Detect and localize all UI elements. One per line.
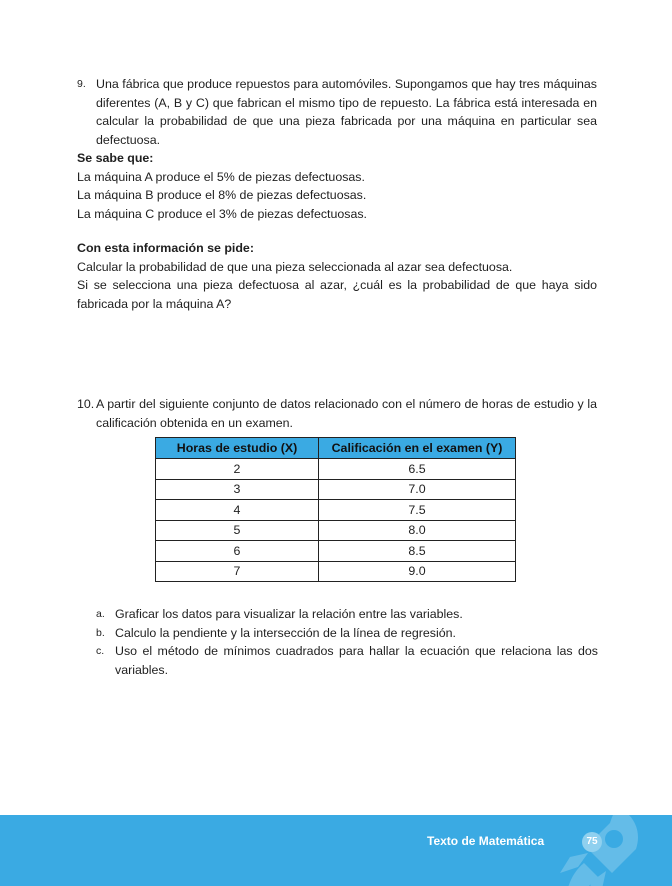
sub-item-text: Calculo la pendiente y la intersección de la línea de regresión.	[115, 625, 456, 640]
footer-band	[0, 815, 672, 886]
ask-item: Si se selecciona una pieza defectuosa al azar, ¿cuál es la probabilidad de que haya sido fabricada por la máquina A?	[77, 278, 597, 311]
cell-hours: 3	[156, 479, 319, 500]
ask-item: Calcular la probabilidad de que una pieza seleccionada al azar sea defectuosa.	[77, 259, 513, 274]
table-row	[156, 541, 516, 562]
cell-grade: 7.0	[319, 479, 516, 500]
question-9	[77, 75, 597, 313]
footer-title: Texto de Matemática	[427, 834, 545, 848]
column-header-y: Calificación en el examen (Y)	[319, 438, 516, 459]
cell-grade: 8.5	[319, 541, 516, 562]
cell-hours: 7	[156, 561, 319, 582]
page-number-badge: 75	[582, 832, 602, 852]
sub-item-b	[96, 624, 598, 643]
table-row	[156, 561, 516, 582]
data-table	[155, 437, 516, 582]
sub-item-text: Graficar los datos para visualizar la relación entre las variables.	[115, 607, 463, 621]
question-number: 9.	[77, 78, 86, 90]
table-row	[156, 479, 516, 500]
known-item: La máquina B produce el 8% de piezas defectuosas.	[77, 188, 367, 202]
sub-item-a	[96, 605, 598, 624]
table-row	[156, 500, 516, 521]
question-text: Una fábrica que produce repuestos para automóviles. Supongamos que hay tres máquinas diferentes (A, B y C) que fabrican el mismo tipo de repuesto. La fábrica está interesada en calcular la probabilidad de que una pieza fabricada por una máquina en particular sea defectuosa.	[96, 77, 597, 147]
question-text: A partir del siguiente conjunto de datos relacionado con el número de horas de estudio y la calificación obtenida en un examen.	[96, 397, 597, 430]
cell-hours: 2	[156, 459, 319, 480]
cell-hours: 4	[156, 500, 319, 521]
question-10	[77, 395, 597, 432]
sub-item-text: Uso el método de mínimos cuadrados para hallar la ecuación que relaciona las dos variables.	[115, 644, 598, 677]
cell-grade: 6.5	[319, 459, 516, 480]
sub-item-c	[96, 642, 598, 679]
sub-items	[96, 605, 598, 679]
sub-item-letter: c.	[96, 645, 105, 657]
known-item: La máquina C produce el 3% de piezas defectuosas.	[77, 206, 367, 221]
sub-item-letter: a.	[96, 608, 105, 620]
ask-heading: Con esta información se pide:	[77, 241, 254, 255]
cell-grade: 8.0	[319, 520, 516, 541]
question-number: 10.	[77, 397, 95, 411]
table-row	[156, 459, 516, 480]
rocket-icon	[556, 815, 646, 886]
cell-grade: 9.0	[319, 561, 516, 582]
cell-hours: 6	[156, 541, 319, 562]
known-item: La máquina A produce el 5% de piezas defectuosas.	[77, 169, 365, 184]
column-header-x: Horas de estudio (X)	[156, 438, 319, 459]
sub-item-letter: b.	[96, 626, 105, 639]
cell-grade: 7.5	[319, 500, 516, 521]
known-heading: Se sabe que:	[77, 151, 154, 165]
table-header-row	[156, 438, 516, 459]
table-row	[156, 520, 516, 541]
cell-hours: 5	[156, 520, 319, 541]
